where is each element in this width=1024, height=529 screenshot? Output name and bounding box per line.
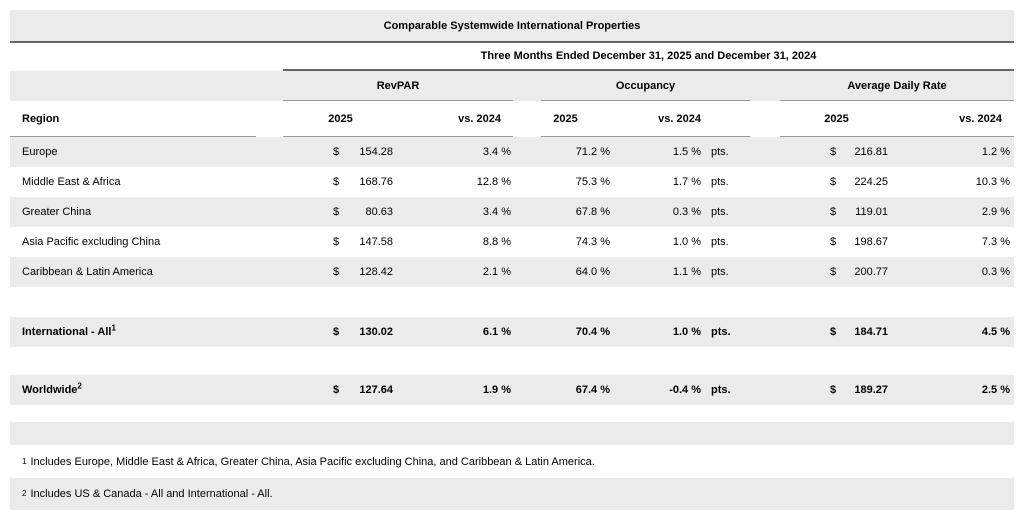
revpar-2025-value: 130.02 [359,326,393,338]
adr-vs-cell: 7.3 % [981,236,1010,248]
subheader-row [10,101,1014,137]
summary-label: Worldwide [22,384,78,396]
currency-symbol: $ [333,326,340,338]
revpar-vs-cell: 3.4 % [482,206,511,218]
region-cell [10,381,283,396]
adr-2025-header: 2025 [824,112,849,125]
footnote-marker: 2 [77,381,82,391]
column-groups-row [10,71,1014,101]
revpar-vs-cell: 3.4 % [482,146,511,158]
column-group-adr: Average Daily Rate [780,71,1014,101]
table-title: Comparable Systemwide International Properties [10,10,1014,43]
currency-symbol: $ [333,176,340,188]
revpar-2025-value: 147.58 [359,236,393,248]
spacer-row [10,287,1014,317]
footnote-text: Includes US & Canada - All and International - All. [30,488,273,500]
adr-2025-cell [780,266,893,278]
adr-vs-cell: 4.5 % [981,326,1010,338]
currency-symbol: $ [333,236,340,248]
occupancy-2025-cell: 71.2 % [575,146,610,158]
revpar-vs-cell: 6.1 % [482,326,511,338]
period-row [10,43,1014,71]
adr-2025-cell [780,206,893,218]
currency-symbol: $ [830,206,837,218]
pts-label: pts. [711,176,729,188]
revpar-vs-cell: 8.8 % [482,236,511,248]
occupancy-vs-cell: 1.5 % [672,146,701,158]
adr-vs-cell: 2.9 % [981,206,1010,218]
footnote-text: Includes Europe, Middle East & Africa, Greater China, Asia Pacific excluding China, and Caribbean & Latin America. [30,455,595,468]
empty-gray-band [10,422,1014,445]
occupancy-2025-cell: 74.3 % [575,236,610,248]
adr-vs-header: vs. 2024 [959,112,1002,125]
pts-label: pts. [711,206,729,218]
column-group-occupancy: Occupancy [541,71,750,101]
currency-symbol: $ [333,266,340,278]
revpar-2025-header: 2025 [328,112,353,125]
currency-symbol: $ [333,384,340,396]
footnote-marker: 1 [111,323,116,333]
adr-vs-cell: 1.2 % [981,146,1010,158]
adr-2025-cell [780,326,893,338]
table-row [10,257,1014,287]
spacer-row [10,347,1014,375]
currency-symbol: $ [830,236,837,248]
revpar-2025-value: 80.63 [365,206,393,218]
revpar-2025-cell [283,146,398,158]
revpar-2025-value: 128.42 [359,266,393,278]
adr-2025-value: 189.27 [854,384,888,396]
adr-2025-cell [780,146,893,158]
currency-symbol: $ [333,206,340,218]
region-cell [10,323,283,338]
occupancy-2025-cell: 75.3 % [575,176,610,188]
table-row [10,197,1014,227]
occupancy-2025-header: 2025 [553,112,578,125]
pts-label: pts. [711,266,729,278]
revpar-2025-cell [283,326,398,338]
revpar-vs-cell: 12.8 % [476,176,511,188]
occupancy-vs-cell: 0.3 % [672,206,701,218]
revpar-2025-cell [283,176,398,188]
adr-vs-cell: 10.3 % [975,176,1010,188]
column-group-revpar: RevPAR [283,71,513,101]
spacer-row [10,405,1014,422]
pts-label: pts. [711,326,731,338]
pts-label: pts. [711,146,729,158]
summary-row-worldwide [10,375,1014,405]
adr-2025-value: 198.67 [854,236,888,248]
table-row [10,227,1014,257]
occupancy-vs-cell: -0.4 % [669,384,701,396]
occupancy-vs-cell: 1.0 % [672,326,701,338]
occupancy-2025-cell: 64.0 % [575,266,610,278]
adr-2025-value: 200.77 [854,266,888,278]
occupancy-2025-cell: 67.4 % [575,384,610,396]
occupancy-subheaders [541,101,750,137]
footnote-1: 1 Includes Europe, Middle East & Africa, Greater China, Asia Pacific excluding China, and Caribbean & Latin America. [22,455,595,468]
revpar-2025-cell [283,206,398,218]
report-table [10,10,1014,510]
period-heading: Three Months Ended December 31, 2025 and December 31, 2024 [283,43,1014,71]
revpar-vs-header: vs. 2024 [458,112,501,125]
currency-symbol: $ [830,146,837,158]
occupancy-2025-cell: 67.8 % [575,206,610,218]
currency-symbol: $ [333,146,340,158]
region-cell: Europe [22,146,58,158]
currency-symbol: $ [830,176,837,188]
adr-2025-value: 216.81 [854,146,888,158]
adr-2025-value: 224.25 [854,176,888,188]
currency-symbol: $ [830,266,837,278]
summary-label: International - All [22,326,112,338]
occupancy-2025-cell: 70.4 % [575,326,610,338]
revpar-2025-cell [283,384,398,396]
revpar-vs-cell: 1.9 % [482,384,511,396]
region-cell: Asia Pacific excluding China [22,236,161,248]
occupancy-vs-header: vs. 2024 [658,112,701,125]
pts-label: pts. [711,236,729,248]
currency-symbol: $ [830,384,837,396]
adr-2025-value: 184.71 [854,326,888,338]
adr-2025-cell [780,176,893,188]
region-cell: Middle East & Africa [22,176,121,188]
revpar-2025-cell [283,236,398,248]
adr-vs-cell: 2.5 % [981,384,1010,396]
pts-label: pts. [711,384,731,396]
table-row [10,167,1014,197]
table-row [10,137,1014,167]
occupancy-vs-cell: 1.0 % [672,236,701,248]
revpar-subheaders [283,101,513,137]
revpar-2025-value: 154.28 [359,146,393,158]
occupancy-vs-cell: 1.7 % [672,176,701,188]
adr-2025-cell [780,384,893,396]
revpar-2025-cell [283,266,398,278]
region-cell: Caribbean & Latin America [22,266,153,278]
region-column-header: Region [10,101,256,137]
adr-subheaders [780,101,1014,137]
adr-vs-cell: 0.3 % [981,266,1010,278]
footnote-2: 2 Includes US & Canada - All and International - All. [10,478,1014,510]
summary-row-international [10,317,1014,347]
region-cell: Greater China [22,206,92,218]
revpar-2025-value: 127.64 [359,384,393,396]
adr-2025-cell [780,236,893,248]
occupancy-vs-cell: 1.1 % [672,266,701,278]
revpar-2025-value: 168.76 [359,176,393,188]
revpar-vs-cell: 2.1 % [482,266,511,278]
currency-symbol: $ [830,326,837,338]
adr-2025-value: 119.01 [855,206,888,218]
